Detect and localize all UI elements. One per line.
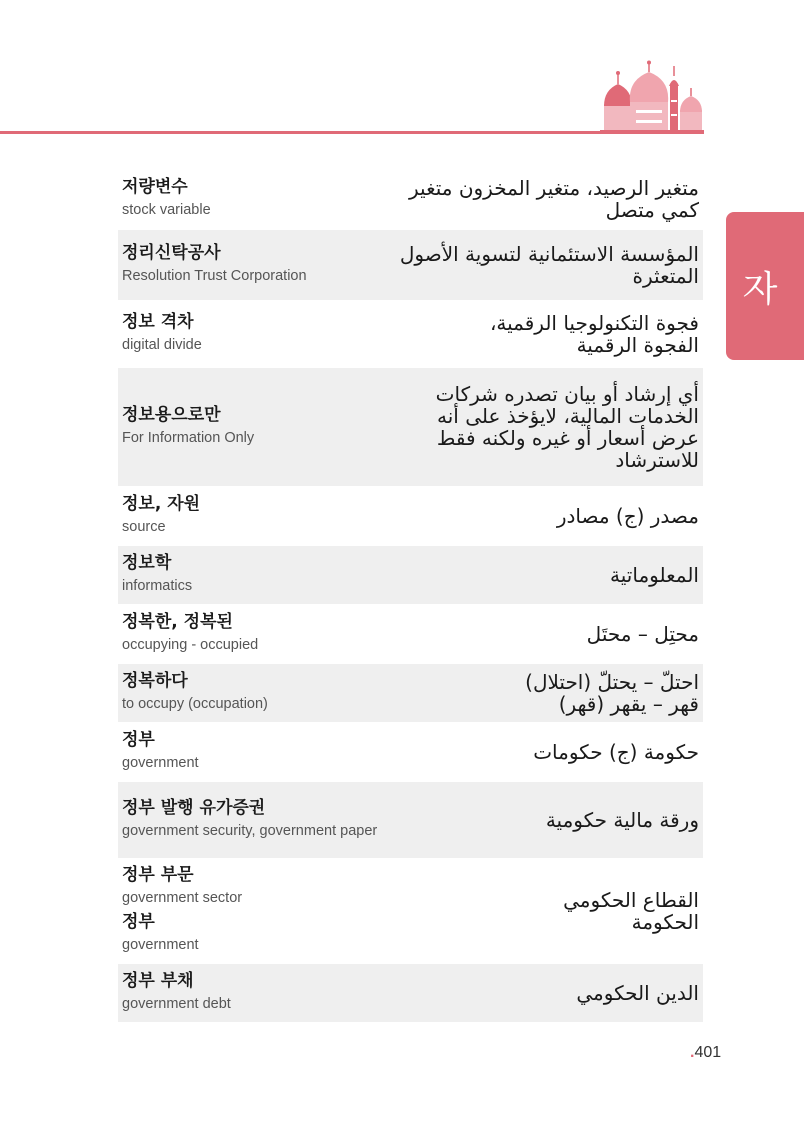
english-term: source <box>122 518 166 535</box>
korean-term: 정리신탁공사 <box>122 242 221 263</box>
korean-term: 저량변수 <box>122 176 188 197</box>
arabic-translation: أي إرشاد أو بيان تصدره شركات الخدمات المالية، لايؤخذ على أنه عرض أسعار أو غيره ولكنه فقط للاسترشاد <box>435 382 699 472</box>
korean-term: 정보용으로만 <box>122 404 221 425</box>
page-number-bullet: . <box>690 1044 695 1061</box>
arabic-translation: ورقة مالية حكومية <box>545 808 699 832</box>
arabic-translation: الدين الحكومي <box>576 981 699 1005</box>
korean-term: 정부 <box>122 729 155 750</box>
glossary-row <box>118 168 703 230</box>
korean-term: 정부 <box>122 912 155 932</box>
mosque-illustration <box>600 60 704 134</box>
arabic-translation: حكومة (ج) حكومات <box>533 740 699 764</box>
arabic-translation: محتِل – محتَل <box>586 622 699 646</box>
arabic-translation: احتلّ – يحتلّ (احتلال) قهر – يقهر (قهر) <box>525 670 699 716</box>
english-term: digital divide <box>122 336 202 353</box>
glossary-row <box>118 782 703 858</box>
arabic-translation: المؤسسة الاستئمانية لتسوية الأصول المتعثرة <box>399 242 699 288</box>
glossary-row <box>118 964 703 1022</box>
english-term: government <box>122 754 199 771</box>
english-term: informatics <box>122 577 193 594</box>
korean-term: 정보학 <box>122 552 172 573</box>
glossary-row <box>118 300 703 368</box>
english-term: government sector <box>122 890 243 906</box>
korean-term: 정보 격차 <box>122 311 194 332</box>
korean-term: 정부 발행 유가증권 <box>122 797 266 818</box>
glossary-row <box>118 230 703 300</box>
glossary-row <box>118 604 703 664</box>
arabic-translation: القطاع الحكومي الحكومة <box>563 888 699 934</box>
english-term: to occupy (occupation) <box>122 695 268 712</box>
korean-term: 정부 부채 <box>122 970 194 991</box>
glossary-table <box>118 168 703 1022</box>
english-term: occupying - occupied <box>122 636 259 653</box>
english-term: government <box>122 937 199 953</box>
glossary-row <box>118 546 703 604</box>
glossary-row <box>118 486 703 546</box>
arabic-translation: متغير الرصيد، متغير المخزون متغير كمي متصل <box>409 176 699 222</box>
english-term: government security, government paper <box>122 822 378 839</box>
english-term: stock variable <box>122 201 211 218</box>
korean-term: 정복한, 정복된 <box>122 611 233 632</box>
arabic-translation: مصدر (ج) مصادر <box>556 504 699 528</box>
glossary-row <box>118 858 703 964</box>
page-number: .401 <box>690 1044 722 1061</box>
section-tab-label: 자 <box>742 268 778 310</box>
glossary-row <box>118 368 703 486</box>
korean-term: 정복하다 <box>122 670 188 691</box>
arabic-translation: المعلوماتية <box>610 563 699 587</box>
english-term: For Information Only <box>122 429 255 446</box>
glossary-row <box>118 722 703 782</box>
arabic-translation: فجوة التكنولوجيا الرقمية، الفجوة الرقمية <box>489 311 699 357</box>
english-term: Resolution Trust Corporation <box>122 267 307 284</box>
korean-term: 정부 부문 <box>122 865 194 885</box>
korean-term: 정보, 자원 <box>122 493 201 514</box>
header-rule <box>0 131 703 134</box>
section-tab[interactable] <box>726 212 804 360</box>
glossary-row <box>118 664 703 722</box>
english-term: government debt <box>122 995 231 1012</box>
